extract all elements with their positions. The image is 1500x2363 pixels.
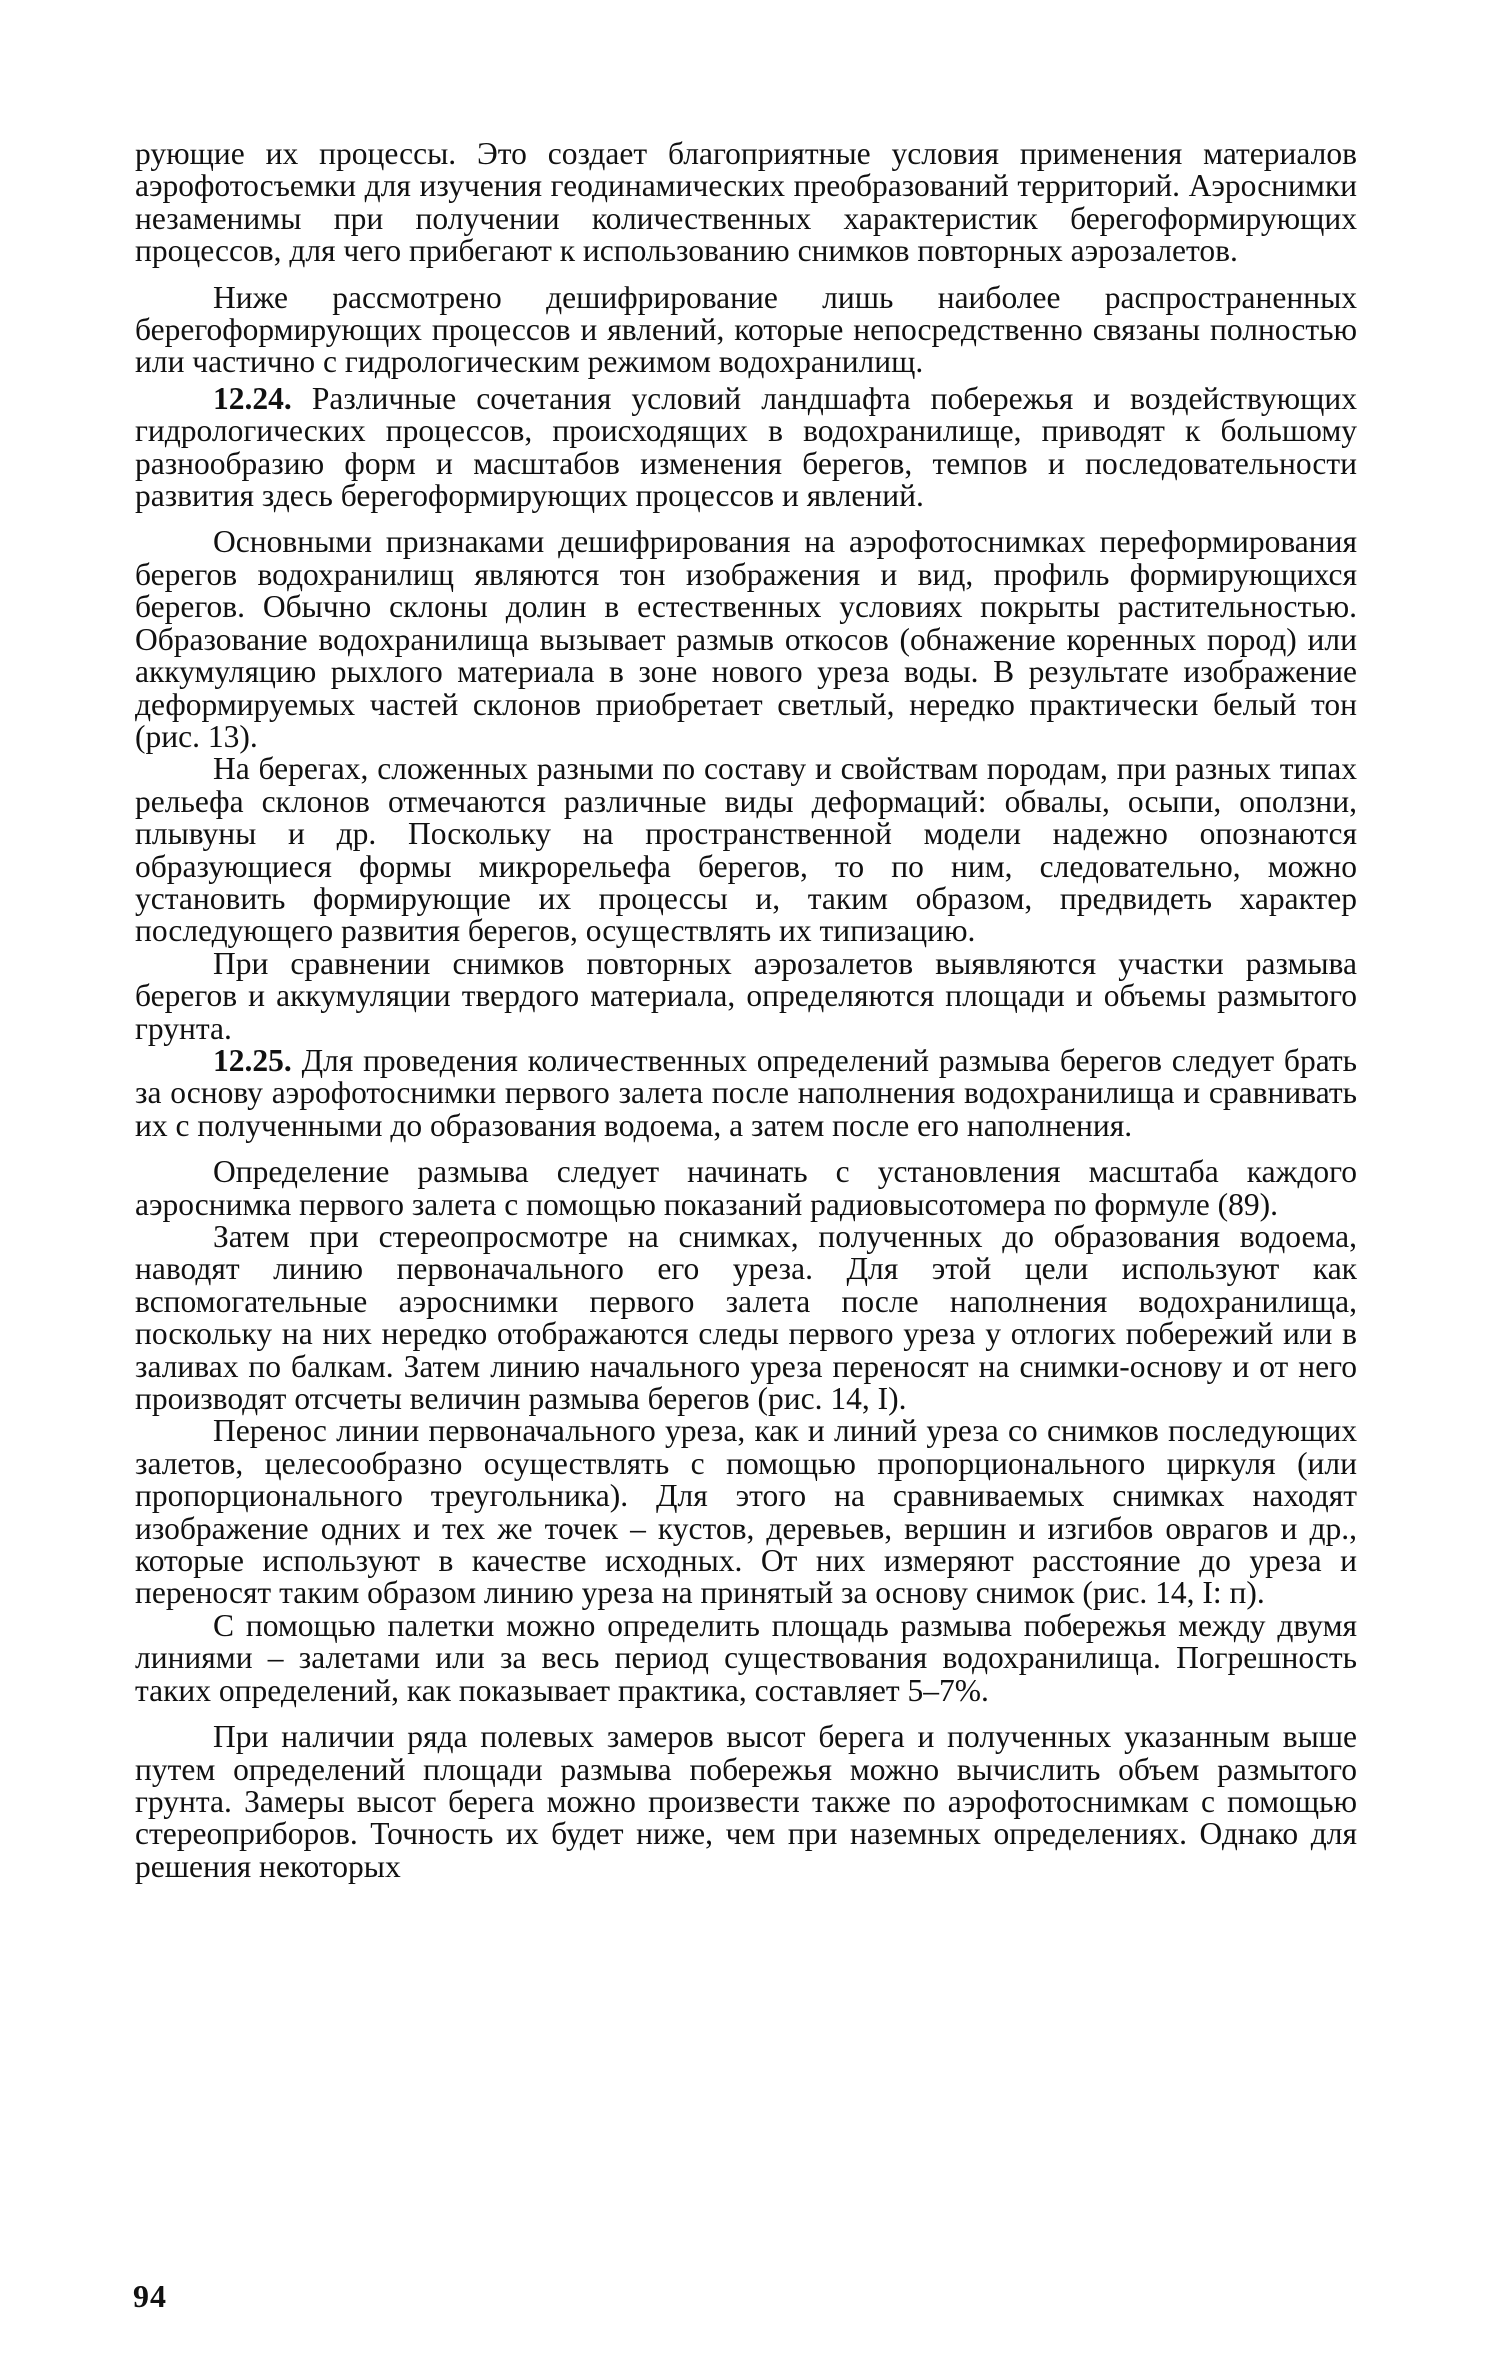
paragraph-8-text: Определение размыва следует начинать с установления масштаба каждого аэроснимка первого залета с помощью показаний радиовысотомера по формуле (89).: [135, 1154, 1357, 1222]
paragraph-11: [135, 1607, 1357, 1708]
paragraph-9: [135, 1221, 1357, 1415]
paragraph-12: [135, 1721, 1357, 1883]
paragraph-8: [135, 1156, 1357, 1221]
paragraph-6-text: При сравнении снимков повторных аэрозалетов выявляются участки размыва берегов и аккумуляции твердого материала, определяются площади и объемы размытого грунта.: [135, 945, 1357, 1046]
paragraph-2: [135, 279, 1357, 380]
page-number: 94: [133, 2278, 167, 2314]
paragraph-3-text: Различные сочетания условий ландшафта побережья и воздействующих гидрологических процессов, происходящих в водохранилище, приводят к большому разнообразию форм и масштабов изменения берегов, темпов и последовательности развития здесь берегоформирующих процессов и явлений.: [135, 380, 1357, 514]
paragraph-7-text: Для проведения количественных определений размыва берегов следует брать за основу аэрофотоснимки первого залета после наполнения водохранилища и сравнивать их с полученными до образования водоема, а затем после его наполнения.: [135, 1042, 1357, 1143]
paragraph-1: [135, 138, 1357, 268]
paragraph-1-text: рующие их процессы. Это создает благоприятные условия применения материалов аэрофотосъемки для изучения геодинамических преобразований территорий. Аэроснимки незаменимы при получении количественных характеристик берегоформирующих процессов, для чего прибегают к использованию снимков повторных аэрозалетов.: [135, 136, 1357, 269]
paragraph-4-text: Основными признаками дешифрирования на аэрофотоснимках переформирования берегов водохранилищ являются тон изображения и вид, профиль формирующихся берегов. Обычно склоны долин в естественных условиях покрыты растительностью. Образование водохранилища вызывает размыв откосов (обнажение коренных пород) или аккумуляцию рыхлого материала в зоне нового уреза воды. В результате изображение деформируемых частей склонов приобретает светлый, нередко практически белый тон (рис. 13).: [135, 524, 1357, 754]
paragraph-9-text: Затем при стереопросмотре на снимках, полученных до образования водоема, наводят линию первоначального его уреза. Для этой цели используют как вспомогательные аэроснимки первого залета после наполнения водохранилища, поскольку на них нередко отображаются следы первого уреза у отлогих побережий или в заливах по балкам. Затем линию начального уреза переносят на снимки-основу и от него производят отсчеты величин размыва берегов (рис. 14, I).: [135, 1219, 1357, 1417]
section-number-12-24: 12.24.: [213, 380, 292, 416]
paragraph-7: [135, 1042, 1357, 1143]
paragraph-5-text: На берегах, сложенных разными по составу и свойствам породам, при разных типах рельефа склонов отмечаются различные виды деформаций: обвалы, осыпи, оползни, плывуны и др. Поскольку на пространственной модели надежно опознаются образующиеся формы микрорельефа берегов, то по ним, следовательно, можно установить формирующие их процессы и, таким образом, предвидеть характер последующего развития берегов, осуществлять их типизацию.: [135, 751, 1357, 949]
paragraph-4: [135, 526, 1357, 753]
paragraph-2-text: Ниже рассмотрено дешифрирование лишь наиболее распространенных берегоформирующих процессов и явлений, которые непосредственно связаны полностью или частично с гидрологическим режимом водохранилищ.: [135, 279, 1357, 380]
paragraph-3: [135, 380, 1357, 514]
paragraph-5: [135, 753, 1357, 947]
page-body: [135, 138, 1357, 1883]
paragraph-12-text: При наличии ряда полевых замеров высот берега и полученных указанным выше путем определений площади размыва побережья можно вычислить объем размытого грунта. Замеры высот берега можно произвести также по аэрофотоснимкам с помощью стереоприборов. Точность их будет ниже, чем при наземных определениях. Однако для решения некоторых: [135, 1719, 1357, 1884]
paragraph-10: [135, 1415, 1357, 1609]
paragraph-10-text: Перенос линии первоначального уреза, как и линий уреза со снимков последующих залетов, целесообразно осуществлять с помощью пропорционального циркуля (или пропорционального треугольника). Для этого на сравниваемых снимках находят изображение одних и тех же точек – кустов, деревьев, вершин и изгибов оврагов и др., которые используют в качестве исходных. От них измеряют расстояние до уреза и переносят таким образом линию уреза на принятый за основу снимок (рис. 14, I: п).: [135, 1413, 1357, 1611]
paragraph-11-text: С помощью палетки можно определить площадь размыва побережья между двумя линиями – залетами или за весь период существования водохранилища. Погрешность таких определений, как показывает практика, составляет 5–7%.: [135, 1607, 1357, 1708]
section-number-12-25: 12.25.: [213, 1042, 292, 1078]
paragraph-6: [135, 945, 1357, 1046]
